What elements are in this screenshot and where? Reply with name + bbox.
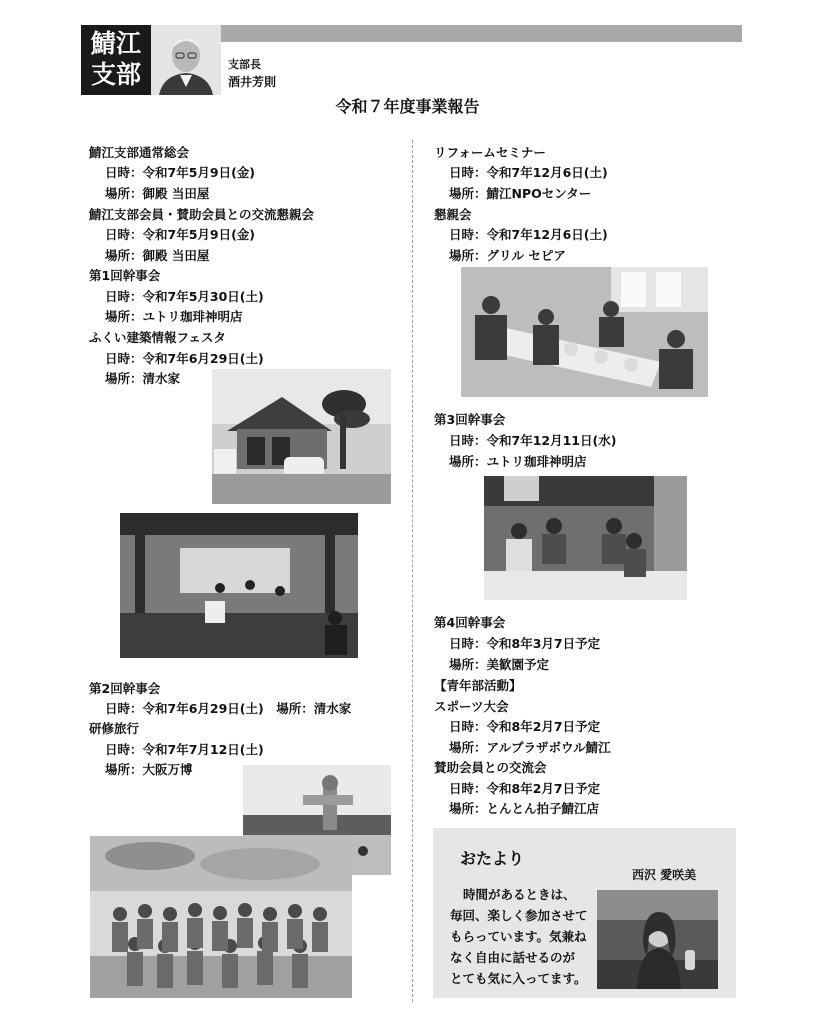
event-date-place: 日時：令和7年6月29日(土) 場所：清水家 xyxy=(105,701,352,716)
event-heading: 第1回幹事会 xyxy=(89,268,161,283)
event-date: 日時：令和7年12月6日(土) xyxy=(449,165,608,180)
group-photo xyxy=(90,836,352,998)
otayori-title: おたより xyxy=(460,849,525,868)
cafe-meeting-photo xyxy=(484,476,687,600)
author-photo xyxy=(597,890,718,989)
event-date: 日時：令和7年5月9日(金) xyxy=(105,227,256,242)
event-heading: 懇親会 xyxy=(434,207,472,222)
section-heading-youth: 【青年部活動】 xyxy=(434,678,522,693)
column-divider xyxy=(412,140,413,1002)
otayori-line: 毎回、楽しく参加させて xyxy=(450,908,588,923)
branch-badge xyxy=(81,25,151,95)
otayori-line: もらっています。気兼ね xyxy=(450,929,587,944)
event-date: 日時：令和7年5月30日(土) xyxy=(105,289,264,304)
chief-role: 支部長 xyxy=(228,58,261,71)
event-place: 場所：御殿 当田屋 xyxy=(105,248,210,263)
event-place: 場所：清水家 xyxy=(105,371,181,386)
event-date: 日時：令和7年7月12日(土) xyxy=(105,742,264,757)
event-date: 日時：令和8年3月7日予定 xyxy=(449,636,601,651)
event-place: 場所：アルプラザボウル鯖江 xyxy=(449,740,611,755)
event-place: 場所：ユトリ珈琲神明店 xyxy=(449,454,587,469)
event-heading: ふくい建築情報フェスタ xyxy=(89,330,226,345)
event-place: 場所：グリル セピア xyxy=(449,248,566,263)
event-heading: リフォームセミナー xyxy=(434,145,546,160)
dinner-party-photo xyxy=(461,267,708,397)
event-heading: スポーツ大会 xyxy=(434,699,509,714)
branch-chief-portrait xyxy=(151,25,221,95)
event-heading: 鯖江支部通常総会 xyxy=(89,145,190,160)
event-heading: 研修旅行 xyxy=(89,721,140,736)
event-date: 日時：令和8年2月7日予定 xyxy=(449,719,601,734)
chief-name: 酒井芳則 xyxy=(228,75,277,89)
house-exterior-photo xyxy=(212,369,391,504)
event-heading: 第3回幹事会 xyxy=(434,412,506,427)
event-place: 場所：御殿 当田屋 xyxy=(105,186,210,201)
event-place: 場所：鯖江NPOセンター xyxy=(449,186,592,201)
event-heading: 鯖江支部会員・賛助会員との交流懇親会 xyxy=(89,207,315,222)
event-date: 日時：令和7年6月29日(土) xyxy=(105,351,264,366)
otayori-line: 時間があるときは、 xyxy=(463,887,576,902)
event-date: 日時：令和7年5月9日(金) xyxy=(105,165,256,180)
event-place: 場所：ユトリ珈琲神明店 xyxy=(105,309,243,324)
event-place: 場所：とんとん拍子鯖江店 xyxy=(449,801,600,816)
otayori-author: 西沢 愛咲美 xyxy=(632,868,697,882)
otayori-line: とても気に入ってます。 xyxy=(450,971,587,986)
event-place: 場所：美歓園予定 xyxy=(449,657,550,672)
report-title: 令和７年度事業報告 xyxy=(335,97,480,116)
event-heading: 賛助会員との交流会 xyxy=(434,760,547,775)
branch-name-line1: 鯖江 xyxy=(90,29,141,58)
event-date: 日時：令和8年2月7日予定 xyxy=(449,781,601,796)
header-bar xyxy=(221,25,742,42)
otayori-line: なく自由に話せるのが xyxy=(450,950,576,965)
event-heading: 第2回幹事会 xyxy=(89,681,161,696)
event-date: 日時：令和7年12月11日(水) xyxy=(449,433,617,448)
event-place: 場所：大阪万博 xyxy=(105,762,193,777)
event-heading: 第4回幹事会 xyxy=(434,615,506,630)
branch-name-line2: 支部 xyxy=(90,60,141,89)
house-interior-photo xyxy=(120,513,358,658)
event-date: 日時：令和7年12月6日(土) xyxy=(449,227,608,242)
